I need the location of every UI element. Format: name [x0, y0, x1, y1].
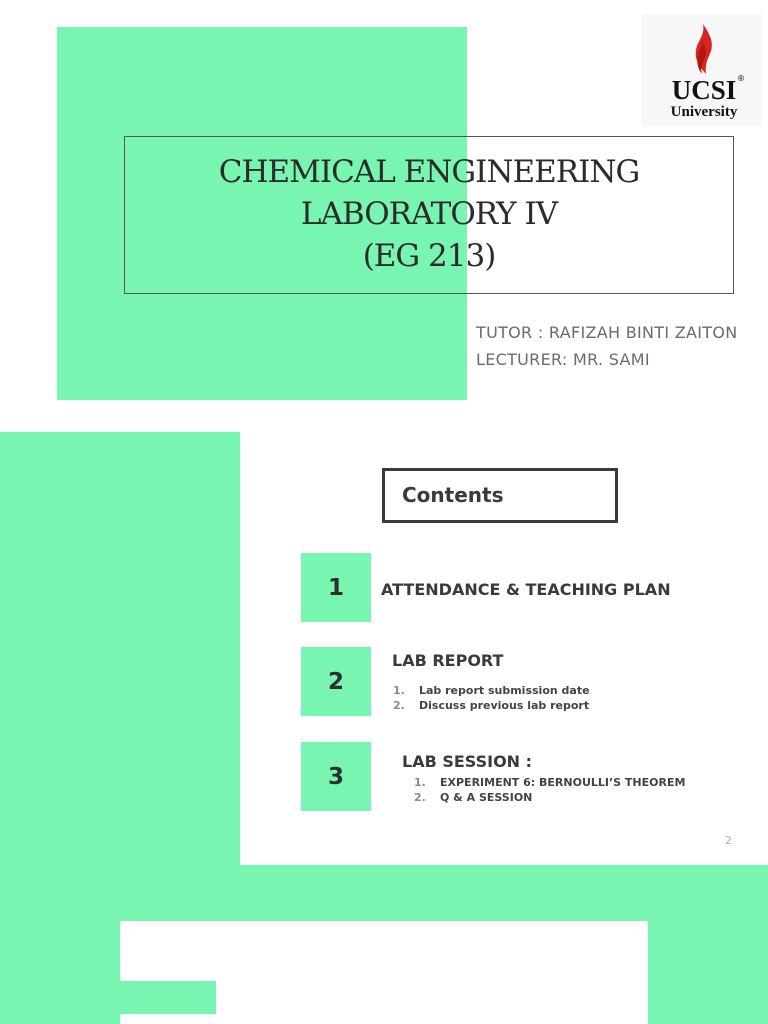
logo-ucsi-text: UCSI	[671, 75, 737, 105]
list-item: 1. Lab report submission date	[393, 684, 590, 697]
contents-heading: Contents	[402, 483, 504, 507]
list-item: 2. Q & A SESSION	[414, 791, 533, 804]
decorative-green-sidebar	[0, 432, 240, 865]
list-item: 2. Discuss previous lab report	[393, 699, 590, 712]
slide-title	[0, 0, 768, 432]
course-title-box	[124, 136, 734, 294]
item-heading-attendance: ATTENDANCE & TEACHING PLAN	[381, 580, 671, 599]
logo-university-text: University	[670, 104, 738, 120]
lab-report-subitems	[393, 683, 590, 713]
logo-registered-mark: ®	[737, 74, 745, 83]
decorative-green-tab	[120, 981, 216, 1014]
contents-heading-box	[382, 468, 618, 523]
item-number-box: 3	[301, 742, 371, 811]
course-title-line: CHEMICAL ENGINEERING	[218, 154, 640, 190]
item-number-box: 1	[301, 553, 371, 622]
course-title-line: LABORATORY IV	[300, 196, 558, 232]
lecturer-name: LECTURER: MR. SAMI	[476, 350, 650, 369]
university-logo	[642, 14, 762, 126]
item-number-box: 2	[301, 647, 371, 716]
flame-icon	[689, 22, 717, 78]
list-item: 1. EXPERIMENT 6: BERNOULLI’S THEOREM	[414, 776, 686, 789]
page-number: 2	[725, 834, 732, 847]
slide-contents	[0, 432, 768, 865]
slide-partial	[0, 865, 768, 1024]
item-heading-lab-report: LAB REPORT	[392, 651, 504, 670]
course-code: (EG 213)	[362, 238, 496, 274]
item-heading-lab-session: LAB SESSION :	[402, 752, 533, 771]
lab-session-subitems	[414, 775, 685, 805]
course-title	[125, 151, 733, 277]
tutor-name: TUTOR : RAFIZAH BINTI ZAITON	[476, 323, 738, 342]
